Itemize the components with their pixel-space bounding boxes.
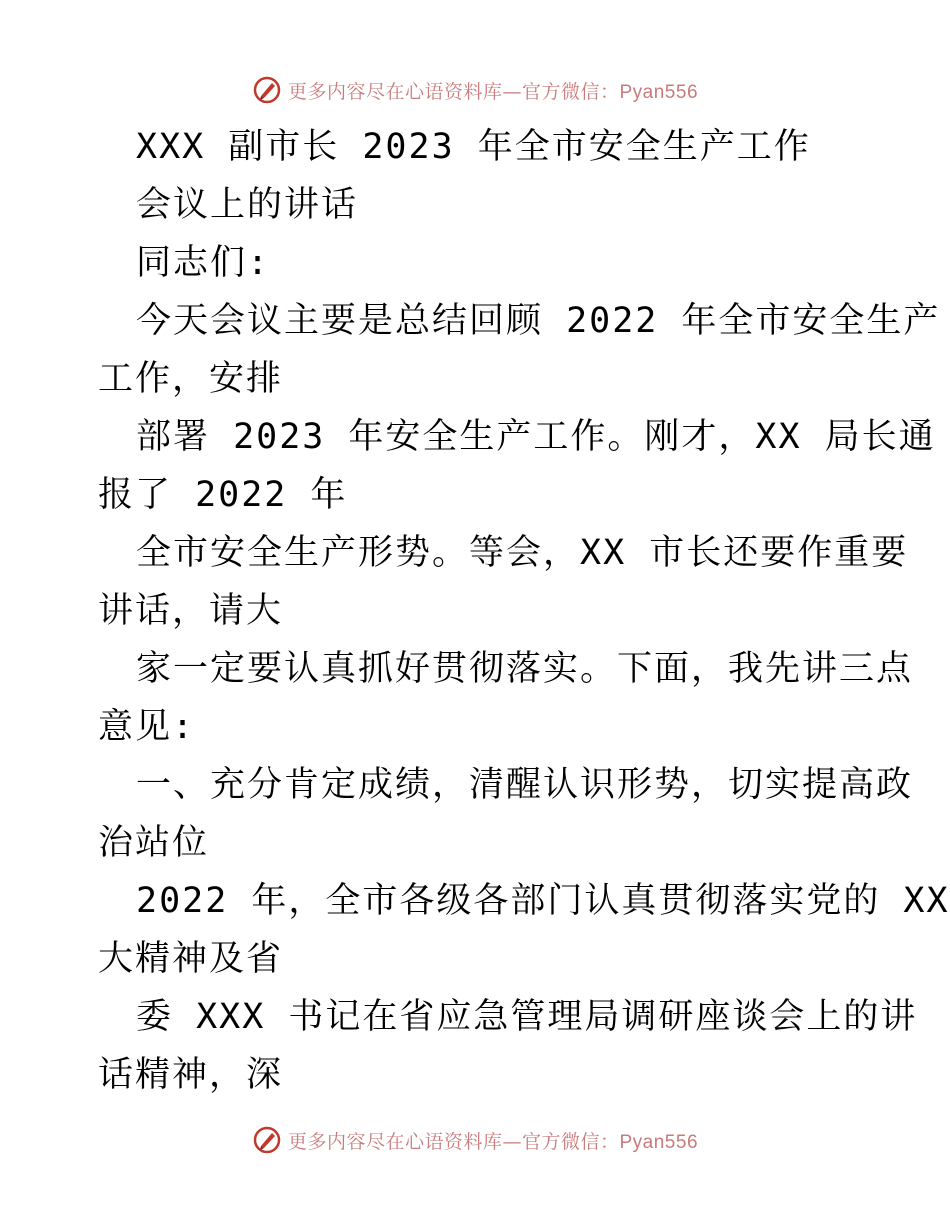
document-line: 今天会议主要是总结回顾 2022 年全市安全生产 — [136, 301, 941, 341]
pen-circle-icon — [252, 75, 282, 105]
watermark-text: 更多内容尽在心语资料库—官方微信：Pyan556 — [287, 80, 699, 103]
document-line: 会议上的讲话 — [136, 185, 359, 225]
document-line: 意见: — [98, 707, 196, 747]
watermark-text: 更多内容尽在心语资料库—官方微信：Pyan556 — [287, 1130, 699, 1153]
document-line: XXX 副市长 2023 年全市安全生产工作 — [136, 127, 811, 167]
document-line: 治站位 — [98, 823, 210, 863]
document-line: 部署 2023 年安全生产工作。刚才，XX 局长通 — [136, 417, 936, 457]
document-line: 2022 年，全市各级各部门认真贯彻落实党的 XX — [136, 881, 950, 921]
document-line: 家一定要认真抓好贯彻落实。下面，我先讲三点 — [136, 649, 914, 689]
document-line: 同志们: — [136, 243, 271, 283]
wechat-id: Pyan556 — [619, 1131, 699, 1153]
document-line: 报了 2022 年 — [98, 475, 348, 515]
document-line: 工作，安排 — [98, 359, 284, 399]
watermark-footer — [0, 1120, 950, 1160]
document-body — [98, 118, 950, 1104]
document-line: 话精神，深 — [98, 1055, 284, 1095]
document-line: 讲话，请大 — [98, 591, 284, 631]
document-line: 大精神及省 — [98, 939, 284, 979]
document-line: 委 XXX 书记在省应急管理局调研座谈会上的讲 — [136, 997, 918, 1037]
watermark-header — [0, 70, 950, 110]
wechat-id: Pyan556 — [619, 81, 699, 103]
pen-circle-icon — [252, 1125, 282, 1155]
document-line: 一、充分肯定成绩，清醒认识形势，切实提高政 — [136, 765, 914, 805]
document-line: 全市安全生产形势。等会，XX 市长还要作重要 — [136, 533, 909, 573]
